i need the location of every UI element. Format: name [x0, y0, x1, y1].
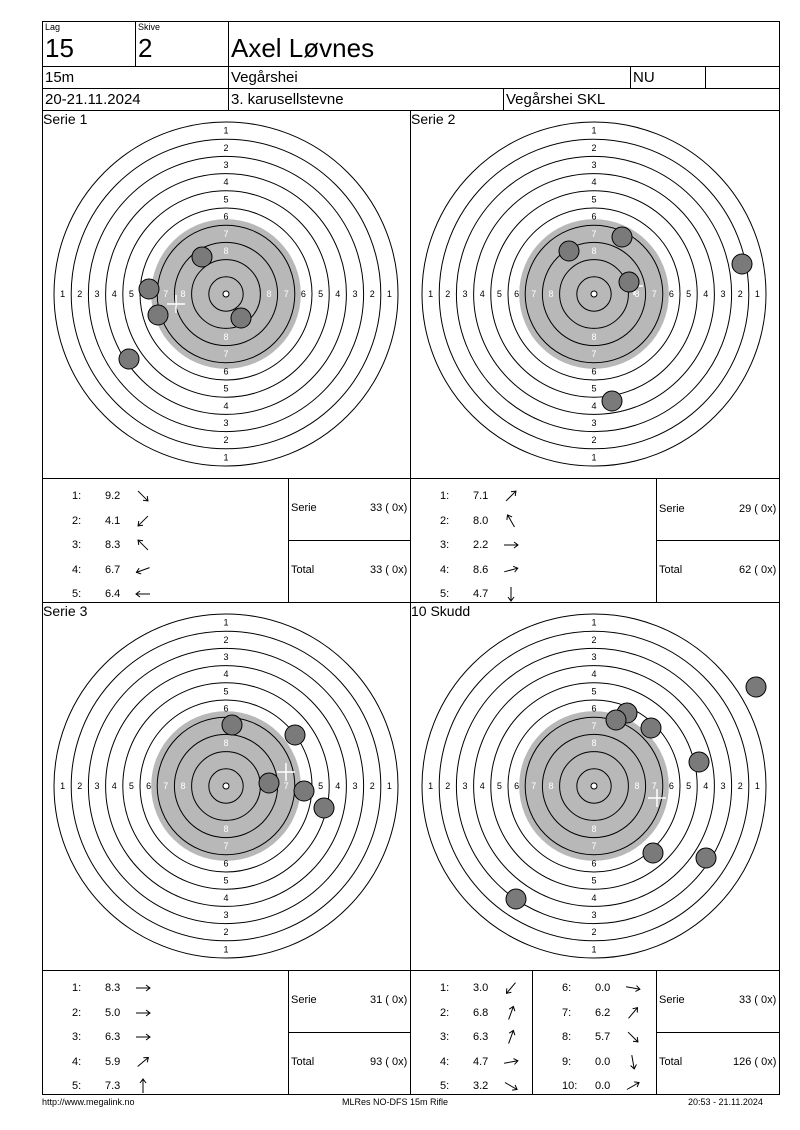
svg-text:1: 1 — [591, 944, 597, 955]
shot-value: 4.7 — [473, 1055, 489, 1068]
shot-number: 3: — [72, 1031, 82, 1043]
total-score: 126 ( 0x) — [733, 1056, 777, 1068]
svg-text:2: 2 — [77, 289, 83, 299]
shot-hole — [619, 272, 639, 292]
shot-hole — [139, 279, 159, 299]
svg-text:4: 4 — [223, 669, 229, 680]
shot-direction-arrow-icon — [134, 487, 152, 505]
svg-text:2: 2 — [591, 142, 597, 153]
shot-direction-arrow-icon — [502, 585, 520, 603]
svg-text:1: 1 — [223, 125, 229, 136]
shot-number: 1: — [440, 982, 450, 994]
svg-text:2: 2 — [223, 927, 229, 938]
shot-direction-arrow-icon — [502, 1028, 520, 1046]
svg-text:4: 4 — [223, 892, 229, 903]
shot-hole — [231, 308, 251, 328]
svg-text:5: 5 — [686, 289, 692, 299]
svg-text:4: 4 — [223, 400, 229, 411]
svg-text:3: 3 — [462, 289, 468, 299]
shot-hole — [259, 773, 279, 793]
shot-number: 2: — [440, 514, 450, 527]
svg-text:2: 2 — [77, 781, 83, 791]
shot-number: 3: — [440, 539, 450, 551]
svg-text:5: 5 — [128, 289, 134, 299]
shot-value: 2.2 — [473, 539, 489, 551]
footer-program: MLRes NO-DFS 15m Rifle — [342, 1097, 449, 1107]
svg-text:7: 7 — [591, 228, 597, 239]
svg-text:7: 7 — [531, 289, 537, 299]
shot-number: 2: — [72, 1006, 82, 1019]
svg-text:5: 5 — [591, 686, 597, 697]
shot-value: 8.3 — [105, 982, 121, 994]
lag-label: Lag — [45, 22, 61, 32]
svg-text:4: 4 — [335, 781, 341, 791]
shot-value: 7.1 — [473, 490, 489, 502]
svg-text:8: 8 — [591, 738, 597, 748]
shot-value: 5.9 — [105, 1055, 121, 1068]
svg-text:1: 1 — [60, 781, 66, 791]
svg-text:5: 5 — [128, 781, 134, 791]
svg-text:3: 3 — [591, 652, 597, 662]
shot-value: 6.2 — [595, 1006, 611, 1019]
total-score: 93 ( 0x) — [370, 1056, 408, 1068]
svg-text:1: 1 — [223, 617, 229, 628]
shot-value: 4.1 — [105, 514, 121, 527]
shot-number: 1: — [440, 490, 450, 502]
shot-number: 2: — [440, 1006, 450, 1019]
shot-number: 10: — [562, 1080, 578, 1092]
shot-hole — [606, 710, 626, 730]
shot-direction-arrow-icon — [624, 1028, 642, 1046]
serie-label: Serie — [659, 503, 685, 515]
svg-text:2: 2 — [223, 142, 229, 153]
svg-text:4: 4 — [479, 289, 485, 299]
panel-title-10-skudd: 10 Skudd — [411, 603, 471, 619]
shot-value: 0.0 — [595, 982, 611, 994]
total-score: 62 ( 0x) — [739, 564, 777, 576]
event-name: 3. karusellstevne — [231, 91, 344, 108]
total-label: Total — [291, 1056, 315, 1068]
serie-label: Serie — [291, 994, 317, 1006]
shot-number: 5: — [440, 1080, 450, 1092]
shot-direction-arrow-icon — [502, 512, 520, 530]
svg-text:7: 7 — [223, 228, 229, 239]
svg-text:2: 2 — [737, 289, 743, 299]
target-serie-2 — [422, 122, 766, 466]
shot-direction-arrow-icon — [502, 1077, 520, 1095]
serie-score: 33 ( 0x) — [739, 994, 777, 1006]
shot-value: 3.2 — [473, 1080, 489, 1092]
svg-text:8: 8 — [548, 289, 554, 299]
skive-label: Skive — [138, 22, 161, 32]
shot-direction-arrow-icon — [134, 1053, 152, 1071]
organizer: Vegårshei SKL — [506, 91, 606, 108]
svg-text:7: 7 — [591, 841, 597, 852]
svg-text:4: 4 — [335, 289, 341, 299]
shot-direction-arrow-icon — [502, 1053, 520, 1071]
svg-text:6: 6 — [146, 781, 152, 791]
shot-value: 0.0 — [595, 1055, 611, 1068]
svg-text:7: 7 — [651, 289, 657, 299]
footer-timestamp: 20:53 - 21.11.2024 — [688, 1097, 763, 1107]
svg-text:8: 8 — [634, 289, 640, 299]
svg-text:5: 5 — [223, 686, 229, 697]
svg-text:6: 6 — [223, 211, 229, 222]
shot-value: 3.0 — [473, 982, 489, 994]
svg-text:3: 3 — [94, 289, 100, 299]
svg-text:7: 7 — [223, 349, 229, 360]
shot-hole — [612, 227, 632, 247]
svg-text:8: 8 — [180, 289, 186, 299]
shot-hole — [294, 781, 314, 801]
svg-text:3: 3 — [352, 289, 358, 299]
svg-text:5: 5 — [318, 781, 324, 791]
shot-hole — [732, 254, 752, 274]
shot-value: 6.3 — [473, 1031, 489, 1043]
svg-text:7: 7 — [651, 781, 657, 791]
shot-value: 6.3 — [105, 1031, 121, 1043]
shot-hole — [314, 798, 334, 818]
svg-text:1: 1 — [60, 289, 66, 299]
shot-direction-arrow-icon — [502, 1004, 520, 1022]
shot-number: 4: — [72, 563, 82, 576]
svg-text:6: 6 — [514, 289, 520, 299]
svg-text:5: 5 — [223, 383, 229, 394]
svg-text:4: 4 — [703, 781, 709, 791]
shot-hole — [602, 391, 622, 411]
shot-value: 7.3 — [105, 1080, 121, 1092]
svg-text:5: 5 — [591, 875, 597, 886]
svg-text:4: 4 — [111, 781, 117, 791]
svg-text:4: 4 — [223, 177, 229, 188]
shot-number: 4: — [440, 1055, 450, 1068]
svg-text:3: 3 — [462, 781, 468, 791]
shot-direction-arrow-icon — [134, 512, 152, 530]
shot-direction-arrow-icon — [134, 536, 152, 554]
svg-text:7: 7 — [531, 781, 537, 791]
svg-text:5: 5 — [223, 875, 229, 886]
shot-direction-arrow-icon — [624, 1077, 642, 1095]
svg-text:6: 6 — [668, 781, 674, 791]
shot-direction-arrow-icon — [134, 1077, 152, 1095]
footer-url[interactable]: http://www.megalink.no — [42, 1097, 135, 1107]
shot-direction-arrow-icon — [502, 487, 520, 505]
shot-number: 7: — [562, 1006, 572, 1019]
shot-hole — [506, 889, 526, 909]
svg-text:3: 3 — [591, 160, 597, 170]
svg-text:3: 3 — [223, 910, 229, 920]
shot-value: 6.4 — [105, 588, 121, 600]
svg-text:7: 7 — [283, 289, 289, 299]
distance: 15m — [45, 69, 75, 86]
shot-value: 4.7 — [473, 588, 489, 600]
shot-value: 8.6 — [473, 563, 489, 576]
svg-text:5: 5 — [591, 194, 597, 205]
class-code: NU — [633, 69, 655, 86]
svg-text:7: 7 — [163, 289, 169, 299]
svg-text:8: 8 — [223, 824, 229, 834]
svg-text:3: 3 — [591, 910, 597, 920]
shot-hole — [285, 725, 305, 745]
svg-text:2: 2 — [591, 435, 597, 446]
svg-text:6: 6 — [223, 366, 229, 377]
svg-text:6: 6 — [591, 703, 597, 714]
serie-score: 29 ( 0x) — [739, 503, 777, 515]
svg-text:1: 1 — [428, 781, 434, 791]
svg-text:4: 4 — [591, 400, 597, 411]
club: Vegårshei — [231, 69, 298, 86]
svg-text:1: 1 — [223, 944, 229, 955]
svg-text:3: 3 — [352, 781, 358, 791]
serie-label: Serie — [291, 502, 317, 514]
panel-title-serie-2: Serie 2 — [411, 111, 456, 127]
svg-text:4: 4 — [479, 781, 485, 791]
shot-value: 8.0 — [473, 514, 489, 527]
svg-text:8: 8 — [223, 246, 229, 256]
svg-text:3: 3 — [223, 160, 229, 170]
svg-text:4: 4 — [591, 892, 597, 903]
svg-text:3: 3 — [223, 652, 229, 662]
svg-text:8: 8 — [591, 246, 597, 256]
svg-text:6: 6 — [591, 366, 597, 377]
svg-text:4: 4 — [703, 289, 709, 299]
shot-value: 0.0 — [595, 1080, 611, 1092]
shot-value: 6.8 — [473, 1006, 489, 1019]
svg-text:6: 6 — [668, 289, 674, 299]
shot-number: 1: — [72, 982, 82, 994]
total-label: Total — [659, 1056, 683, 1068]
event-date: 20-21.11.2024 — [45, 91, 141, 108]
shot-hole — [119, 349, 139, 369]
shot-value: 5.0 — [105, 1006, 121, 1019]
shot-number: 6: — [562, 982, 572, 994]
svg-text:3: 3 — [223, 418, 229, 428]
shot-number: 2: — [72, 514, 82, 527]
shot-hole — [222, 715, 242, 735]
svg-text:2: 2 — [223, 634, 229, 645]
svg-text:2: 2 — [591, 634, 597, 645]
svg-text:2: 2 — [737, 781, 743, 791]
svg-text:7: 7 — [223, 841, 229, 852]
skive-value: 2 — [138, 33, 153, 63]
shot-value: 8.3 — [105, 539, 121, 551]
svg-text:7: 7 — [163, 781, 169, 791]
shot-number: 3: — [440, 1031, 450, 1043]
svg-text:3: 3 — [720, 289, 726, 299]
total-label: Total — [291, 564, 315, 576]
shot-direction-arrow-icon — [134, 1028, 152, 1046]
lag-value: 15 — [45, 33, 74, 63]
svg-text:6: 6 — [300, 289, 306, 299]
panel-title-serie-1: Serie 1 — [43, 111, 88, 127]
svg-text:6: 6 — [591, 858, 597, 869]
shot-number: 5: — [440, 588, 450, 600]
svg-text:4: 4 — [591, 669, 597, 680]
svg-text:1: 1 — [591, 452, 597, 463]
shot-hole — [643, 843, 663, 863]
shot-direction-arrow-icon — [134, 979, 152, 997]
svg-text:5: 5 — [686, 781, 692, 791]
svg-text:1: 1 — [591, 125, 597, 136]
svg-text:6: 6 — [223, 703, 229, 714]
shot-value: 9.2 — [105, 490, 121, 502]
svg-text:8: 8 — [223, 332, 229, 342]
shot-direction-arrow-icon — [624, 1053, 642, 1071]
target-serie-1 — [54, 122, 398, 466]
svg-text:5: 5 — [496, 289, 502, 299]
svg-text:7: 7 — [283, 781, 289, 791]
svg-text:8: 8 — [591, 332, 597, 342]
total-score: 33 ( 0x) — [370, 564, 408, 576]
svg-text:5: 5 — [318, 289, 324, 299]
shot-hole — [641, 718, 661, 738]
shot-direction-arrow-icon — [134, 561, 152, 579]
svg-text:6: 6 — [223, 858, 229, 869]
shot-number: 3: — [72, 539, 82, 551]
shot-number: 8: — [562, 1031, 572, 1043]
shot-hole — [559, 241, 579, 261]
shot-direction-arrow-icon — [502, 561, 520, 579]
shot-direction-arrow-icon — [624, 1004, 642, 1022]
svg-text:5: 5 — [223, 194, 229, 205]
svg-text:1: 1 — [754, 781, 760, 791]
shot-direction-arrow-icon — [502, 536, 520, 554]
shot-number: 1: — [72, 490, 82, 502]
svg-text:8: 8 — [591, 824, 597, 834]
svg-text:2: 2 — [445, 289, 451, 299]
svg-text:1: 1 — [591, 617, 597, 628]
shot-number: 5: — [72, 1080, 82, 1092]
target-serie-3 — [54, 614, 398, 958]
shot-number: 4: — [72, 1055, 82, 1068]
svg-text:1: 1 — [386, 289, 392, 299]
shot-direction-arrow-icon — [624, 979, 642, 997]
svg-text:7: 7 — [591, 349, 597, 360]
svg-text:1: 1 — [386, 781, 392, 791]
svg-text:8: 8 — [266, 289, 272, 299]
target-10-skudd — [422, 614, 766, 958]
svg-text:1: 1 — [223, 452, 229, 463]
svg-text:8: 8 — [223, 738, 229, 748]
serie-score: 33 ( 0x) — [370, 502, 408, 514]
shot-hole — [746, 677, 766, 697]
shot-number: 9: — [562, 1055, 572, 1068]
shot-hole — [192, 247, 212, 267]
svg-text:2: 2 — [445, 781, 451, 791]
svg-text:5: 5 — [591, 383, 597, 394]
svg-text:2: 2 — [369, 781, 375, 791]
svg-text:4: 4 — [111, 289, 117, 299]
serie-label: Serie — [659, 994, 685, 1006]
svg-text:2: 2 — [223, 435, 229, 446]
shot-direction-arrow-icon — [502, 979, 520, 997]
svg-text:8: 8 — [180, 781, 186, 791]
svg-text:4: 4 — [591, 177, 597, 188]
svg-text:3: 3 — [94, 781, 100, 791]
svg-text:6: 6 — [514, 781, 520, 791]
shot-hole — [148, 305, 168, 325]
shot-number: 4: — [440, 563, 450, 576]
shot-number: 5: — [72, 588, 82, 600]
shot-hole — [689, 752, 709, 772]
shot-direction-arrow-icon — [134, 1004, 152, 1022]
svg-text:8: 8 — [548, 781, 554, 791]
svg-text:7: 7 — [591, 720, 597, 731]
svg-text:1: 1 — [754, 289, 760, 299]
shot-value: 5.7 — [595, 1031, 611, 1043]
svg-text:6: 6 — [591, 211, 597, 222]
total-label: Total — [659, 564, 683, 576]
serie-score: 31 ( 0x) — [370, 994, 408, 1006]
shot-value: 6.7 — [105, 563, 121, 576]
svg-text:1: 1 — [428, 289, 434, 299]
svg-text:5: 5 — [496, 781, 502, 791]
shot-direction-arrow-icon — [134, 585, 152, 603]
panel-title-serie-3: Serie 3 — [43, 603, 88, 619]
svg-text:3: 3 — [720, 781, 726, 791]
svg-text:8: 8 — [634, 781, 640, 791]
svg-text:2: 2 — [369, 289, 375, 299]
shooter-name: Axel Løvnes — [231, 33, 375, 63]
svg-text:2: 2 — [591, 927, 597, 938]
svg-text:3: 3 — [591, 418, 597, 428]
shot-hole — [696, 848, 716, 868]
